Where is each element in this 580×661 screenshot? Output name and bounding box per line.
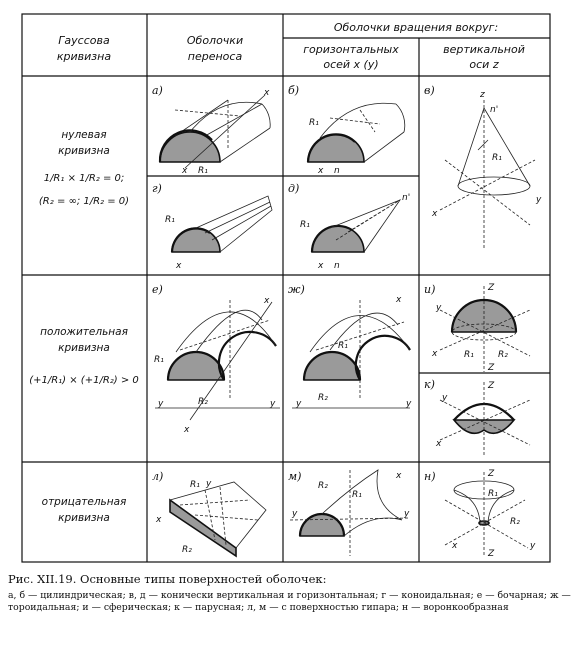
axis-m-r2: R₂	[318, 481, 328, 491]
axis-n-z: Z	[488, 469, 495, 479]
sketch-cone-v	[440, 100, 535, 250]
axis-b-x: x	[318, 166, 324, 176]
row-positive-formula: (+1/R₁) × (+1/R₂) > 0	[29, 375, 139, 386]
cell-label-i: и)	[424, 283, 436, 296]
axis-k-x: x	[436, 439, 442, 449]
axis-v-x: x	[432, 209, 438, 219]
axis-k-y: y	[442, 393, 448, 403]
caption-text: а, б — цилиндрическая; в, д — конически вертикальная и горизонтальная; г — коноидальная; е — бочарная; ж — тороидальная; и — сферическая; к — парусная; л, м — с поверхностью гипара; н — воронкообразная	[8, 590, 571, 613]
axis-a-x2: x	[264, 88, 270, 98]
cell-label-m: м)	[288, 470, 302, 483]
sketch-sail-k	[440, 382, 530, 455]
axis-v-nprime: n'	[490, 105, 499, 115]
sketch-cylindrical-a	[160, 95, 270, 168]
cell-label-g: г)	[152, 182, 162, 195]
axis-e-y: y	[158, 399, 164, 409]
axis-n-y: y	[530, 541, 536, 551]
caption-title: Рис. XII.19. Основные типы поверхностей оболочек:	[8, 572, 327, 586]
sketch-conoidal-g	[172, 196, 272, 252]
sketch-hypar-m	[290, 470, 410, 556]
cell-label-n: н)	[424, 470, 436, 483]
header-horizontal-line2: осей x (y)	[323, 58, 379, 71]
sketch-spherical-i	[440, 286, 530, 372]
axis-b-r1: R₁	[309, 118, 319, 128]
axis-m-x: x	[396, 471, 402, 481]
axis-e-x: x	[184, 425, 190, 435]
axis-d-n: n	[334, 261, 340, 271]
axis-g-r1: R₁	[165, 215, 175, 225]
axis-v-y: y	[536, 195, 542, 205]
axis-b-n: n	[334, 166, 340, 176]
axis-zh-r2: R₂	[318, 393, 328, 403]
sketch-toroidal-zh	[292, 300, 410, 408]
header-gauss-line1: Гауссова	[58, 34, 110, 47]
axis-e-r1: R₁	[154, 355, 164, 365]
cell-label-l: л)	[152, 470, 164, 483]
axis-i-r2: R₂	[498, 350, 508, 360]
sketch-funnel-n	[445, 472, 528, 556]
axis-i-z2: Z	[488, 363, 495, 373]
axis-zh-y: y	[296, 399, 302, 409]
cell-label-d: д)	[288, 182, 300, 195]
header-gauss-line2: кривизна	[56, 50, 112, 63]
row-negative-name-2: кривизна	[58, 512, 110, 524]
axis-i-y: y	[436, 303, 442, 313]
sketch-cylindrical-b	[308, 103, 405, 162]
axis-l-x: x	[156, 515, 162, 525]
row-zero-name-2: кривизна	[58, 145, 110, 157]
header-vertical-line1: вертикальной	[443, 43, 525, 56]
cell-label-a: а)	[152, 84, 163, 97]
sketch-cone-d	[312, 200, 400, 252]
cell-label-v: в)	[424, 84, 435, 97]
header-vertical-line2: оси z	[469, 58, 499, 71]
cell-label-zh: ж)	[288, 283, 305, 296]
axis-e-r2: R₂	[198, 397, 208, 407]
header-translation-line2: переноса	[187, 50, 243, 63]
axis-m-y2: y	[404, 509, 410, 519]
axis-zh-y2: y	[406, 399, 412, 409]
axis-i-r1: R₁	[464, 350, 474, 360]
row-zero-formula-1: 1/R₁ × 1/R₂ = 0;	[43, 173, 125, 184]
axis-d-nprime: n'	[402, 193, 411, 203]
table-grid	[22, 14, 550, 562]
axis-n-r2: R₂	[510, 517, 520, 527]
row-zero-name-1: нулевая	[61, 129, 107, 141]
header-horizontal-line1: горизонтальных	[303, 43, 399, 56]
axis-d-x: x	[318, 261, 324, 271]
axis-m-y: y	[292, 509, 298, 519]
axis-l-r1: R₁	[190, 480, 200, 490]
row-positive-name-1: положительная	[40, 326, 128, 338]
axis-m-r1: R₁	[352, 490, 362, 500]
cell-label-b: б)	[288, 84, 300, 97]
row-positive-name-2: кривизна	[58, 342, 110, 354]
axis-g-x: x	[176, 261, 182, 271]
axis-d-r1: R₁	[300, 220, 310, 230]
axis-v-r1: R₁	[492, 153, 502, 163]
cell-label-k: к)	[424, 378, 435, 391]
header-translation-line1: Оболочки	[186, 34, 244, 47]
axis-n-r1: R₁	[488, 489, 498, 499]
sketch-barrel-e	[155, 300, 280, 420]
axis-n-x: x	[452, 541, 458, 551]
axis-e-y2: y	[270, 399, 276, 409]
axis-a-x: x	[182, 166, 188, 176]
axis-v-z: z	[480, 90, 485, 100]
axis-i-z: Z	[488, 283, 495, 293]
axis-zh-r1: R₁	[338, 341, 348, 351]
axis-l-r2: R₂	[182, 545, 192, 555]
axis-n-z2: Z	[488, 549, 495, 559]
axis-l-y: y	[206, 479, 212, 489]
axis-zh-x: x	[396, 295, 402, 305]
header-rotation-group: Оболочки вращения вокруг:	[333, 21, 499, 34]
axis-i-x: x	[432, 349, 438, 359]
axis-a-r1: R₁	[198, 166, 208, 176]
cell-label-e: е)	[152, 283, 163, 296]
figure-caption	[8, 572, 574, 614]
row-negative-name-1: отрицательная	[41, 496, 127, 508]
axis-e-x2: x	[264, 296, 270, 306]
row-zero-formula-2: (R₂ = ∞; 1/R₂ = 0)	[38, 196, 130, 207]
axis-k-z: Z	[488, 381, 495, 391]
